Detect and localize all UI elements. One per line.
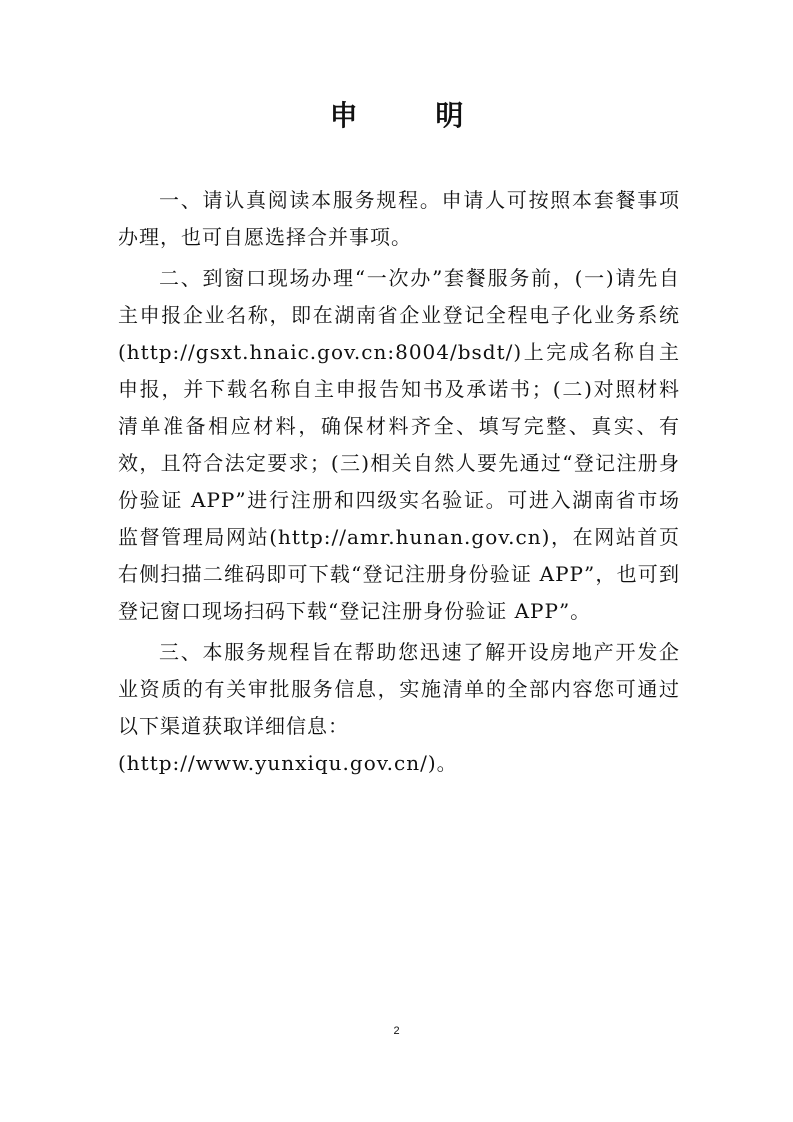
paragraph-3: 三、本服务规程旨在帮助您迅速了解开设房地产开发企业资质的有关审批服务信息，实施清单的全部内容您可通过以下渠道获取详细信息：	[118, 640, 680, 738]
document-body	[118, 182, 680, 782]
website-link-text: (http://www.yunxiqu.gov.cn/)。	[118, 751, 458, 775]
document-title: 申 明	[329, 99, 498, 132]
paragraph-2: 二、到窗口现场办理“一次办”套餐服务前，(一)请先自主申报企业名称，即在湖南省企业登记全程电子化业务系统(http://gsxt.hnaic.gov.cn:8004/bsdt/)上完成名称自主申报，并下载名称自主申报告知书及承诺书；(二)对照材料清单准备相应材料，确保材料齐全、填写完整、真实、有效，且符合法定要求；(三)相关自然人要先通过“登记注册身份验证 APP”进行注册和四级实名验证。可进入湖南省市场监督管理局网站(http://amr.hunan.gov.cn)，在网站首页右侧扫描二维码即可下载“登记注册身份验证 APP”，也可到登记窗口现场扫码下载“登记注册身份验证 APP”。	[118, 266, 680, 623]
paragraph-1: 一、请认真阅读本服务规程。申请人可按照本套餐事项办理，也可自愿选择合并事项。	[118, 188, 680, 249]
page-number: 2	[393, 1025, 400, 1037]
